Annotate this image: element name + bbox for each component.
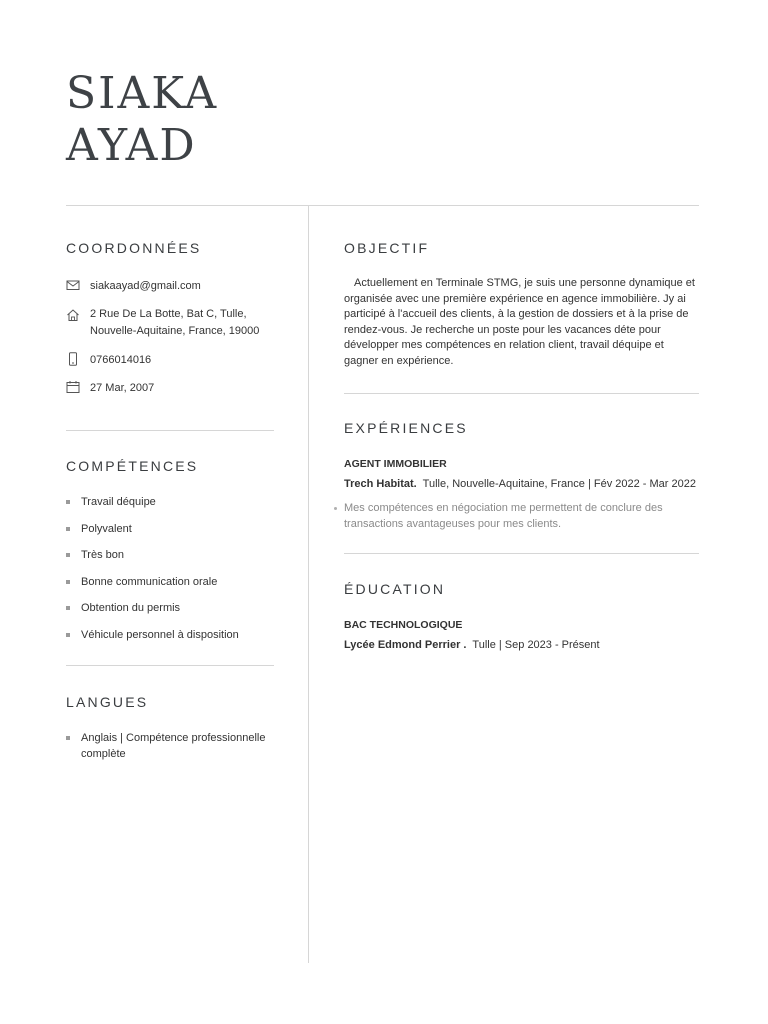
address-line2: Nouvelle-Aquitaine, France, 19000 [90, 325, 260, 337]
education-heading: ÉDUCATION [344, 581, 446, 597]
list-item: Véhicule personnel à disposition [66, 627, 239, 643]
skills-list [66, 494, 239, 643]
last-name: AYAD [66, 120, 197, 171]
list-item: Polyvalent [66, 521, 239, 537]
list-item [66, 730, 265, 762]
objective-text: Actuellement en Terminale STMG, je suis une personne dynamique et organisée avec une première expérience en agence immobilière. Jy ai participé à l'accueil des clients, à la gestion de dossiers et à la prise de rendez-vous. Je recherche un poste pour les vacances déte pour développer mes compétences en relation client, travail déquipe et gagner en expérience. [344, 277, 695, 367]
school-details: Tulle | Sep 2023 - Présent [472, 639, 600, 651]
school-name: Lycée Edmond Perrier . [344, 639, 467, 651]
column-divider [308, 205, 309, 963]
home-icon [66, 308, 80, 322]
degree-title: BAC TECHNOLOGIQUE [344, 619, 463, 631]
email-text: siakaayad@gmail.com [90, 280, 201, 292]
phone-icon [66, 352, 80, 366]
contact-birthdate [66, 380, 154, 397]
skills-heading: COMPÉTENCES [66, 458, 199, 474]
job-details: Tulle, Nouvelle-Aquitaine, France | Fév 2022 - Mar 2022 [422, 478, 696, 490]
birthdate-text: 27 Mar, 2007 [90, 382, 155, 394]
contact-heading: COORDONNÉES [66, 240, 202, 256]
address-line1: 2 Rue De La Botte, Bat C, Tulle, [90, 308, 247, 320]
list-item: Bonne communication orale [66, 574, 239, 590]
job-company-line [344, 478, 696, 490]
envelope-icon [66, 278, 80, 292]
header-divider [66, 205, 699, 206]
contact-phone [66, 352, 151, 369]
company-name: Trech Habitat. [344, 478, 417, 490]
experience-divider [344, 553, 699, 554]
language-line2: complète [81, 748, 126, 760]
experience-heading: EXPÉRIENCES [344, 420, 468, 436]
address-text [90, 306, 259, 340]
calendar-icon [66, 380, 80, 394]
school-line [344, 639, 600, 651]
contact-divider [66, 430, 274, 431]
language-line1: Anglais | Compétence professionnelle [81, 732, 266, 744]
list-item: Très bon [66, 547, 239, 563]
job-description-text: Mes compétences en négociation me permettent de conclure des transactions avantageuses pour mes clients. [344, 502, 663, 530]
languages-list [66, 730, 265, 762]
first-name: SIAKA [66, 68, 219, 119]
job-title: AGENT IMMOBILIER [344, 458, 447, 470]
phone-text: 0766014016 [90, 354, 152, 366]
list-item: Travail déquipe [66, 494, 239, 510]
candidate-name [66, 68, 218, 172]
objective-divider [344, 393, 699, 394]
skills-divider [66, 665, 274, 666]
job-description [334, 500, 694, 532]
list-item: Obtention du permis [66, 600, 239, 616]
languages-heading: LANGUES [66, 694, 149, 710]
objective-heading: OBJECTIF [344, 240, 430, 256]
contact-email [66, 278, 201, 295]
contact-address [66, 306, 259, 340]
